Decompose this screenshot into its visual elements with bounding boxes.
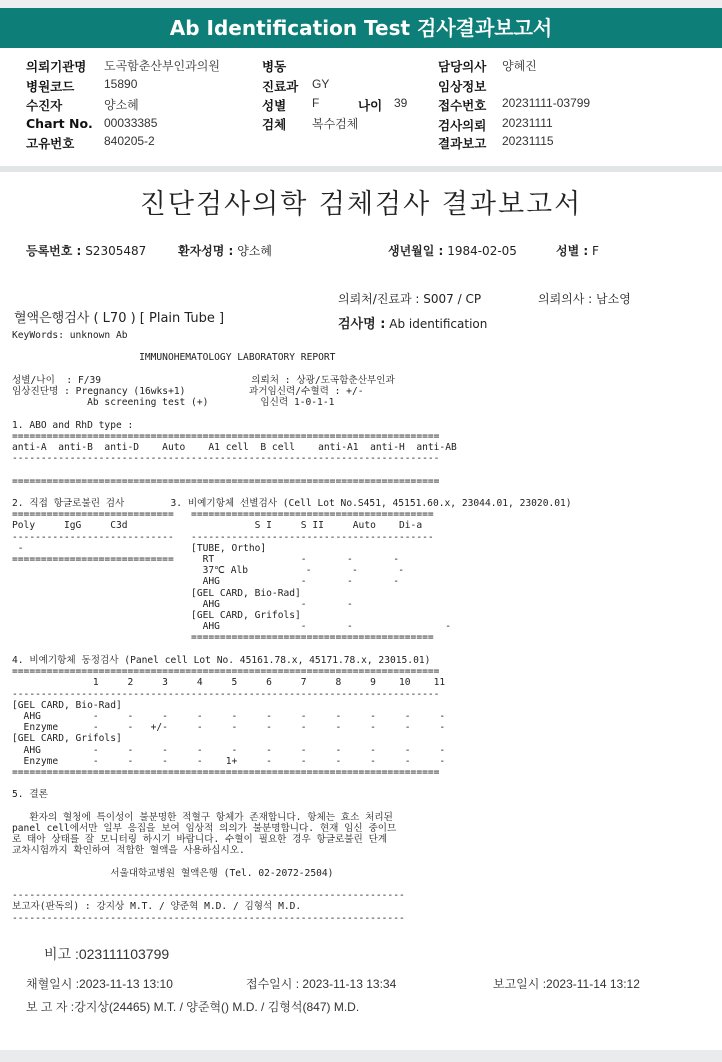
dob-field (388, 242, 517, 259)
result-label: 결과보고 (438, 136, 487, 151)
report-date-field (493, 975, 640, 992)
reporter-label: 보 고 자 : (26, 1000, 75, 1014)
doctor-value: 양혜진 (502, 59, 537, 73)
chart-label: Chart No. (26, 116, 93, 131)
ward-label: 병동 (262, 59, 287, 74)
dob-value: 1984-02-05 (447, 244, 517, 258)
examinee-label: 수진자 (26, 98, 63, 113)
receive-label: 접수일시 : (246, 977, 300, 991)
hospital-label: 의뢰기관명 (26, 59, 87, 74)
dept-line: 의뢰처/진료과 : S007 / CP (338, 292, 482, 306)
report-date-value: 2023-11-14 13:12 (546, 977, 640, 991)
specimen-value: 복수검체 (312, 117, 359, 131)
name-value: 양소혜 (237, 244, 272, 258)
remark-label: 비고 : (44, 946, 79, 962)
dept-value: GY (312, 77, 330, 91)
clinical-label: 임상정보 (438, 79, 487, 94)
patient-info-panel (0, 48, 722, 166)
reporter-value: 강지상(24465) M.T. / 양준혁() M.D. / 김형석(847) M.D. (74, 1000, 360, 1014)
physician-line: 의뢰의사 : 남소영 (538, 292, 631, 306)
report-title: 진단검사의학 검체검사 결과보고서 (139, 189, 583, 220)
remark-field (44, 944, 169, 964)
receipt-value: 20231111-03799 (502, 96, 591, 110)
bottom-margin (0, 1050, 722, 1062)
specimen-label: 검체 (262, 117, 287, 132)
header-title: Ab Identification Test 검사결과보고서 (169, 16, 553, 40)
collect-value: 2023-11-13 13:10 (79, 977, 173, 991)
doctor-label: 담당의사 (438, 59, 487, 74)
sex-value: F (312, 96, 320, 110)
chart-value: 00033385 (104, 116, 158, 130)
unique-value: 840205-2 (104, 134, 155, 148)
test-value: Ab identification (389, 317, 488, 331)
report-sex-value: F (592, 244, 599, 258)
name-field (178, 242, 272, 259)
receipt-label: 접수번호 (438, 98, 487, 113)
name-label: 환자성명 : (178, 244, 234, 258)
report-sex-label: 성별 : (556, 244, 589, 258)
report-body: KeyWords: unknown Ab IMMUNOHEMATOLOGY LABORATORY REPORT 성별/나이 : F/39 의뢰처 : 상광/도곡함춘산부인과 임상진단명 : Pregnancy (16wks+1) 과거임신력/수혈력 : +/- Ab screening test (+) 임신력 1-0-1-1 1. ABO and RhD type : ========================================================================== anti-A anti-B anti-D Auto A1 cell B cell anti-A1 anti-H anti-AB -------------------------------------------------------------------------- ========================================================================== 2. 직접 항글로불린 검사 3. 비예기항체 선별검사 (Cell Lot No.S451, 45151.60.x, 23044.01, 23020.01) ============================ ========================================== Poly IgG C3d S I S II Auto Di-a ---------------------------- ------------------------------------------ - [TUBE, Ortho] ============================ RT - - - 37℃ Alb - - - AHG - - - [GEL CARD, Bio-Rad] AHG - - [GEL CARD, Grifols] AHG - - - ========================================== 4. 비예기항체 동정검사 (Panel cell Lot No. 45161.78.x, 45171.78.x, 23015.01) ========================================================================== 1 2 3 4 5 6 7 8 9 10 11 -------------------------------------------------------------------------- [GEL CARD, Bio-Rad] AHG - - - - - - - - - - - Enzyme - - +/- - - - - - - - - [GEL CARD, Grifols] AHG - - - - - - - - - - - Enzyme - - - - 1+ - - - - - - ========================================================================== 5. 결론 환자의 혈청에 특이성이 불분명한 적혈구 항체가 존재합니다. 항체는 효소 처리된 panel cell에서만 일부 응집을 보여 임상적 의의가 불분명합니다. 현재 임신 중이므 로 태아 상태를 잘 모니터링 하시기 바랍니다. 수혈이 필요한 경우 항글로불린 단계 교차시험까지 확인하여 적합한 혈액을 사용하십시오. 서울대학교병원 혈액은행 (Tel. 02-2072-2504) -------------------------------------------------------------------- 보고자(판독의) : 강지상 M.T. / 양준혁 M.D. / 김형석 M.D. -------------------------------------------------------------------- (12, 330, 572, 924)
remark-value: 023111103799 (78, 946, 170, 962)
reg-label: 등록번호 : (26, 244, 82, 258)
lab-report (0, 172, 722, 1050)
report-sex-field (556, 242, 599, 259)
collect-label: 채혈일시 : (26, 977, 80, 991)
report-header (0, 8, 722, 48)
reg-field (26, 242, 146, 259)
reporter-field (26, 998, 359, 1015)
collect-field (26, 975, 173, 992)
hospital-value: 도곡함춘산부인과의원 (104, 59, 220, 73)
request-label: 검사의뢰 (438, 118, 487, 133)
test-label: 검사명 : (338, 317, 386, 332)
report-date-label: 보고일시 : (493, 977, 547, 991)
examinee-value: 양소혜 (104, 98, 139, 112)
reg-value: S2305487 (85, 244, 147, 258)
dept-label: 진료과 (262, 79, 299, 94)
request-value: 20231111 (502, 116, 553, 130)
dob-label: 생년월일 : (388, 244, 444, 258)
section-title: 혈액은행검사 ( L70 ) [ Plain Tube ] (14, 311, 225, 326)
code-value: 15890 (104, 77, 138, 91)
code-label: 병원코드 (26, 79, 75, 94)
receive-field (246, 975, 396, 992)
sex-label: 성별 (262, 98, 287, 113)
receive-value: 2023-11-13 13:34 (302, 977, 397, 991)
result-value: 20231115 (502, 134, 554, 148)
age-label: 나이 (358, 98, 383, 113)
age-value: 39 (394, 96, 408, 110)
unique-label: 고유번호 (26, 136, 75, 151)
